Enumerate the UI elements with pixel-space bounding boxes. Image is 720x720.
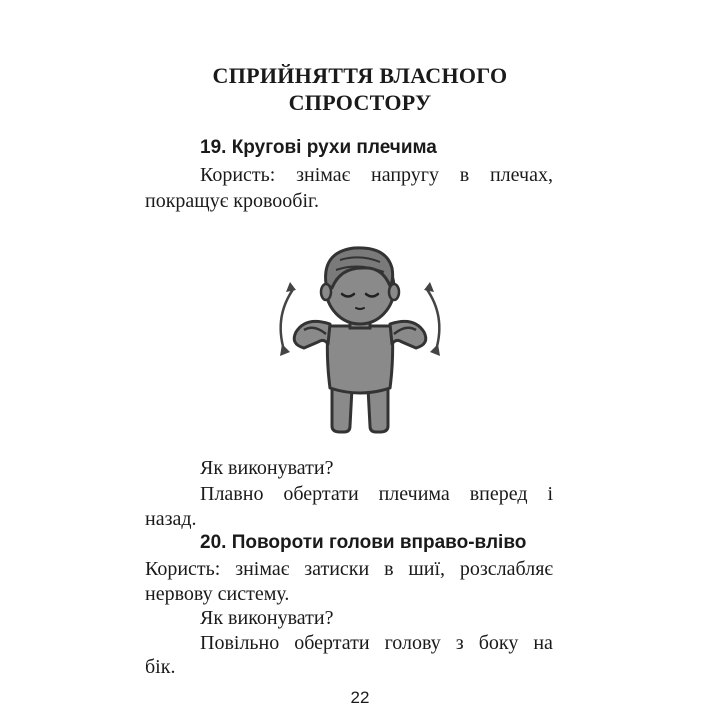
exercise-19-heading: 19. Кругові рухи плечима <box>200 137 437 158</box>
word: знімає <box>296 164 351 186</box>
child-shoulder-circles-icon <box>270 238 450 436</box>
word: і <box>547 483 553 505</box>
word: в <box>384 558 394 580</box>
exercise-20-benefit-line-1 <box>145 557 553 581</box>
exercise-20-heading: 20. Повороти голови вправо-вліво <box>200 532 527 553</box>
word: напругу <box>371 164 439 186</box>
word: Плавно <box>200 483 264 505</box>
word: обертати <box>294 632 370 654</box>
word: шиї, <box>408 558 446 580</box>
exercise-20-how-label: Як виконувати? <box>200 607 334 629</box>
word: Користь: <box>200 164 276 186</box>
word: боку <box>478 632 519 654</box>
word: з <box>455 632 464 654</box>
exercise-19-how-line-2: назад. <box>145 508 197 530</box>
word: голову <box>384 632 441 654</box>
word: вперед <box>469 483 528 505</box>
word: розслабляє <box>459 558 553 580</box>
section-title <box>150 62 570 116</box>
word: обертати <box>283 483 359 505</box>
exercise-20-how-line-1 <box>200 631 553 655</box>
exercise-20-how-line-2: бік. <box>145 656 176 678</box>
word: Користь: <box>145 558 221 580</box>
exercise-19-benefit-line-1 <box>200 163 553 187</box>
section-title-line-2: СПРОСТОРУ <box>288 90 432 115</box>
word: плечах, <box>489 164 553 186</box>
exercise-19-benefit-line-2: покращує кровообіг. <box>145 190 319 212</box>
page-number: 22 <box>350 688 370 707</box>
word: знімає <box>235 558 290 580</box>
exercise-20-benefit-line-2: нервову систему. <box>145 583 290 605</box>
exercise-19-how-label: Як виконувати? <box>200 457 334 479</box>
word: Повільно <box>200 632 280 654</box>
word: на <box>533 632 553 654</box>
exercise-19-how-line-1 <box>200 482 553 506</box>
word: затиски <box>304 558 370 580</box>
word: в <box>459 164 470 186</box>
section-title-line-1: СПРИЙНЯТТЯ ВЛАСНОГО <box>212 63 508 88</box>
word: плечима <box>378 483 450 505</box>
